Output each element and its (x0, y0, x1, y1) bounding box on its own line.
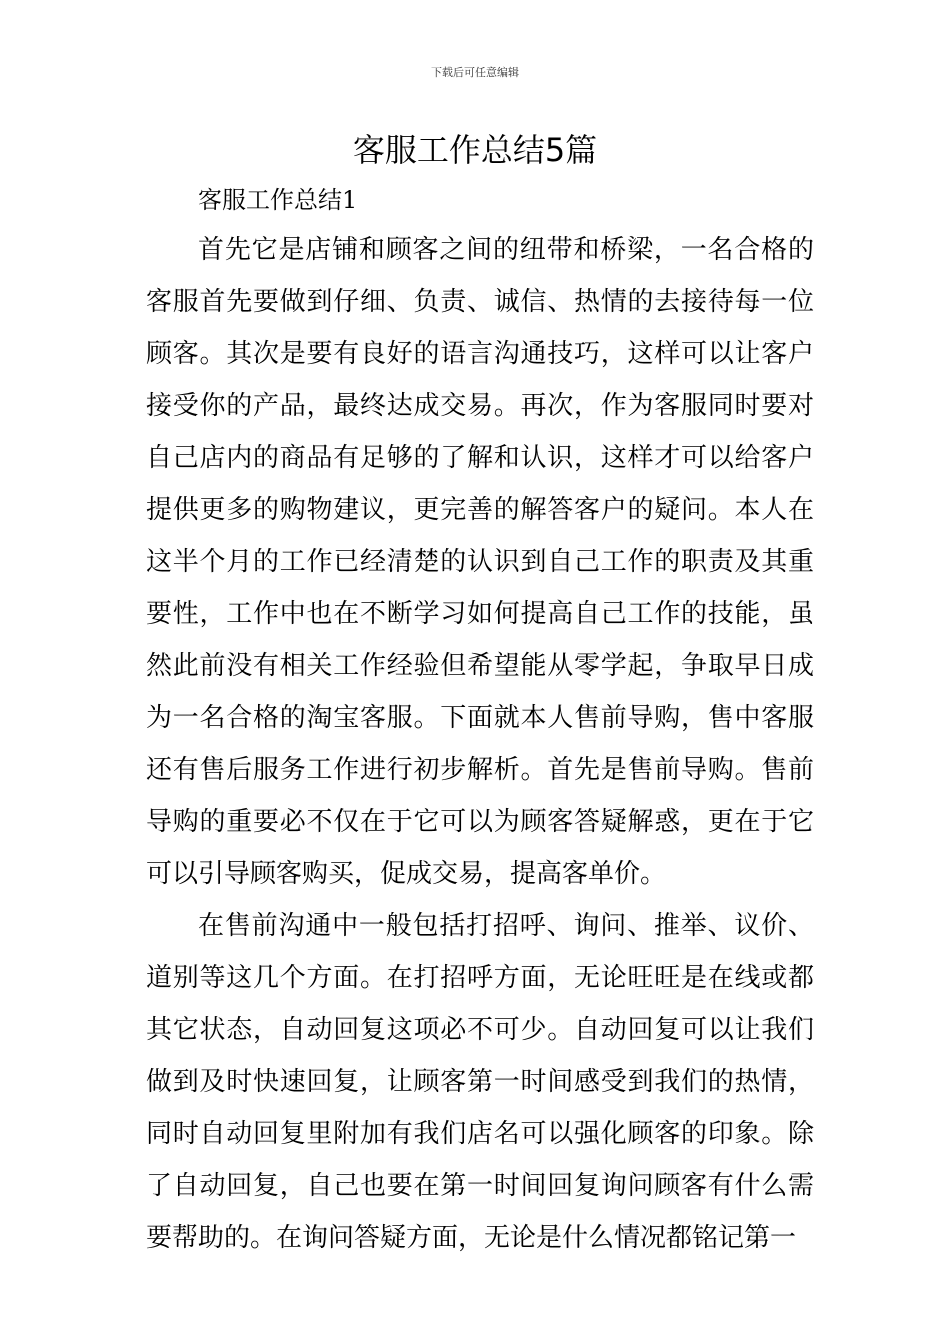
paragraph-2: 在售前沟通中一般包括打招呼、询问、推举、议价、道别等这几个方面。在打招呼方面，无论旺旺是在线或都其它状态，自动回复这项必不可少。自动回复可以让我们做到及时快速回复，让顾客第一时间感受到我们的热情，同时自动回复里附加有我们店名可以强化顾客的印象。除了自动回复，自己也要在第一时间回复询问顾客有什么需要帮助的。在询问答疑方面，无论是什么情况都铭记第一 (146, 911, 814, 1253)
section-title: 客服工作总结1 (198, 186, 358, 214)
paragraph-1: 首先它是店铺和顾客之间的纽带和桥梁，一名合格的客服首先要做到仔细、负责、诚信、热情的去接待每一位顾客。其次是要有良好的语言沟通技巧，这样可以让客户接受你的产品，最终达成交易。再次，作为客服同时要对自己店内的商品有足够的了解和认识，这样才可以给客户提供更多的购物建议，更完善的解答客户的疑问。本人在这半个月的工作已经清楚的认识到自己工作的职责及其重要性，工作中也在不断学习如何提高自己工作的技能，虽然此前没有相关工作经验但希望能从零学起，争取早日成为一名合格的淘宝客服。下面就本人售前导购，售中客服还有售后服务工作进行初步解析。首先是售前导购。售前导购的重要必不仅在于它可以为顾客答疑解惑，更在于它可以引导顾客购买，促成交易，提高客单价。 (146, 235, 814, 889)
header-note: 下载后可任意编辑 (431, 66, 519, 79)
document-title: 客服工作总结5篇 (352, 131, 598, 169)
document-body (146, 176, 814, 1264)
